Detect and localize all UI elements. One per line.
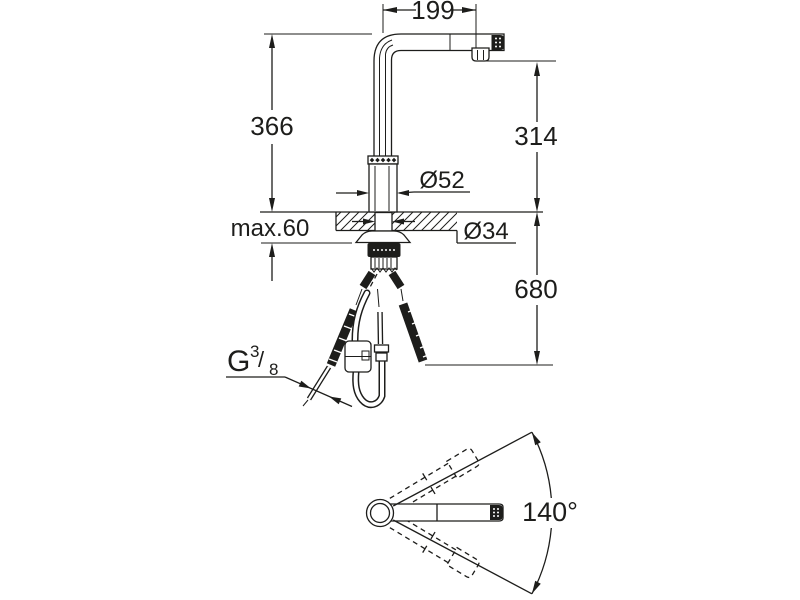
- pullout-hose: [345, 274, 389, 405]
- under-counter-assembly: [303, 273, 431, 406]
- top-view: [367, 432, 578, 594]
- base-flange: [356, 231, 410, 243]
- spout-top-view: [367, 500, 504, 527]
- hole-diameter-label: Ø34: [463, 218, 509, 245]
- mounting-nut: [368, 243, 401, 257]
- spray-head-face: [492, 35, 505, 50]
- swivel-angle-label: 140°: [522, 497, 578, 527]
- height-label: 366: [250, 111, 294, 141]
- spray-head-top: [490, 505, 503, 520]
- dim-body-diameter: [336, 167, 470, 196]
- supply-hose-left: [303, 273, 372, 406]
- dim-clearance: [483, 61, 558, 212]
- dim-height: [250, 34, 372, 212]
- thread-label: G3/ 8: [227, 342, 279, 379]
- dim-counter-thickness: [231, 215, 352, 281]
- front-view: [226, 0, 558, 407]
- clearance-label: 314: [514, 121, 558, 151]
- spout-reach-label: 199: [411, 0, 455, 25]
- body-diameter-label: Ø52: [419, 167, 465, 194]
- supply-hose-right: [392, 273, 431, 361]
- mixer-body: [369, 164, 397, 212]
- counter-thickness-label: max.60: [230, 215, 310, 242]
- hose-length-label: 680: [514, 274, 558, 304]
- mounting-shank: [375, 213, 392, 232]
- pullout-nozzle: [472, 48, 489, 61]
